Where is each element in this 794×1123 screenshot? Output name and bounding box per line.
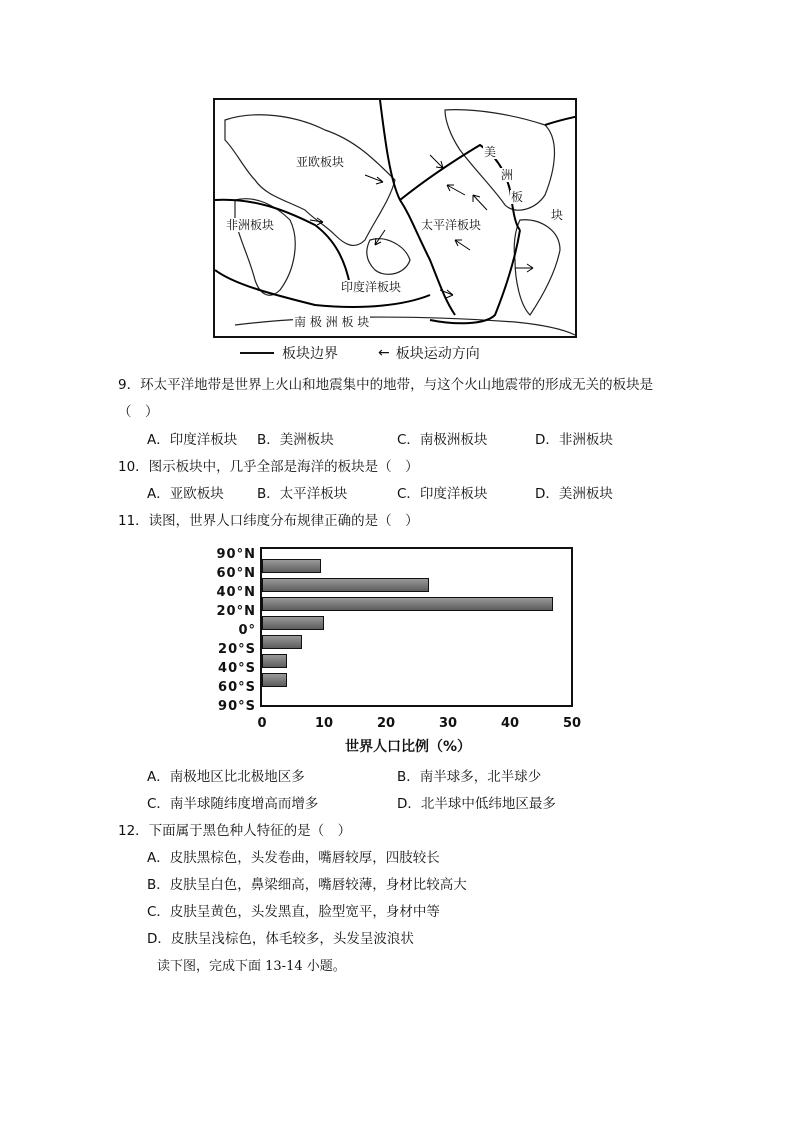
direction-arrow-icon: ← — [378, 345, 390, 361]
plate-boundary-line — [545, 116, 577, 125]
population-chart — [260, 547, 573, 707]
question-10-option-a: A．亚欧板块 — [147, 486, 224, 502]
question-11-option-b: B．南半球多，北半球少 — [397, 769, 542, 785]
question-9-option-c: C．南极洲板块 — [397, 432, 488, 448]
question-10-option-d: D．美洲板块 — [535, 486, 613, 502]
label-pacific-plate: 太平洋板块 — [421, 218, 482, 232]
question-12-stem: 12．下面属于黑色种人特征的是（ ） — [118, 823, 352, 839]
motion-arrow — [430, 155, 443, 168]
question-12-option-b: B．皮肤呈白色，鼻梁细高，嘴唇较薄，身材比较高大 — [147, 877, 467, 893]
question-10-stem: 10．图示板块中，几乎全部是海洋的板块是（ ） — [118, 459, 419, 475]
label-antarctic-plate: 南 极 洲 板 块 — [294, 315, 370, 329]
instruction-13-14: 读下图，完成下面 13-14 小题。 — [157, 959, 346, 974]
y-tick-label: 60°N — [216, 566, 256, 581]
label-american-plate-3: 板 — [511, 190, 524, 204]
motion-arrow — [455, 240, 470, 250]
motion-arrow — [473, 195, 487, 210]
x-tick-label: 10 — [314, 716, 334, 731]
boundary-line-symbol — [240, 352, 274, 354]
label-african-plate: 非洲板块 — [226, 218, 275, 232]
y-tick-label: 40°S — [218, 661, 256, 676]
legend-direction-label: 板块运动方向 — [395, 346, 480, 362]
coastline-north-america — [445, 110, 554, 211]
x-tick-label: 40 — [500, 716, 520, 731]
question-9-bracket: （ ） — [118, 404, 159, 420]
question-12-option-d: D．皮肤呈浅棕色，体毛较多，头发呈波浪状 — [147, 931, 414, 947]
y-tick-label: 90°N — [216, 547, 256, 562]
label-american-plate-2: 洲 — [501, 168, 514, 182]
label-eurasian-plate: 亚欧板块 — [296, 155, 345, 169]
coastline-africa — [235, 199, 295, 296]
motion-arrow — [515, 264, 533, 272]
motion-arrow — [447, 185, 465, 195]
question-11-option-d: D．北半球中低纬地区最多 — [397, 796, 556, 812]
population-bar-2 — [262, 597, 553, 611]
x-tick-label: 0 — [257, 716, 267, 731]
question-12-option-a: A．皮肤黑棕色，头发卷曲，嘴唇较厚，四肢较长 — [147, 850, 440, 866]
motion-arrow — [365, 175, 383, 184]
plate-map — [213, 98, 577, 338]
population-bar-1 — [262, 578, 429, 592]
population-bar-5 — [262, 654, 287, 668]
population-bar-4 — [262, 635, 302, 649]
y-tick-label: 20°N — [216, 604, 256, 619]
question-12-option-c: C．皮肤呈黄色，头发黑直，脸型宽平，身材中等 — [147, 904, 440, 920]
y-tick-label: 20°S — [218, 642, 256, 657]
question-11-option-a: A．南极地区比北极地区多 — [147, 769, 305, 785]
y-tick-label: 90°S — [218, 699, 256, 714]
question-10-option-b: B．太平洋板块 — [257, 486, 348, 502]
label-american-plate-1: 美 — [484, 145, 497, 159]
y-tick-label: 60°S — [218, 680, 256, 695]
question-11-option-c: C．南半球随纬度增高而增多 — [147, 796, 319, 812]
map-legend — [240, 343, 480, 363]
coastline-antarctica — [235, 317, 575, 335]
x-tick-label: 50 — [562, 716, 582, 731]
population-bar-3 — [262, 616, 324, 630]
question-11-stem: 11．读图，世界人口纬度分布规律正确的是（ ） — [118, 513, 419, 529]
x-tick-label: 20 — [376, 716, 396, 731]
y-tick-label: 40°N — [216, 585, 256, 600]
label-indian-ocean-plate: 印度洋板块 — [341, 280, 402, 294]
plate-boundary-line — [430, 230, 520, 323]
coastline-australia — [367, 239, 410, 275]
chart-x-label: 世界人口比例（%） — [345, 739, 472, 755]
population-bar-6 — [262, 673, 287, 687]
question-9-option-d: D．非洲板块 — [535, 432, 613, 448]
y-tick-label: 0° — [238, 623, 256, 638]
motion-arrow — [440, 290, 453, 298]
label-american-plate-4: 块 — [551, 208, 564, 222]
motion-arrow — [375, 230, 385, 245]
legend-boundary-label: 板块边界 — [282, 346, 338, 362]
question-9-option-b: B．美洲板块 — [257, 432, 334, 448]
question-9-option-a: A．印度洋板块 — [147, 432, 238, 448]
population-bar-0 — [262, 559, 321, 573]
question-9-stem: 9．环太平洋地带是世界上火山和地震集中的地带，与这个火山地震带的形成无关的板块是 — [118, 377, 654, 393]
coastline-south-america — [514, 220, 560, 315]
question-10-option-c: C．印度洋板块 — [397, 486, 488, 502]
x-tick-label: 30 — [438, 716, 458, 731]
